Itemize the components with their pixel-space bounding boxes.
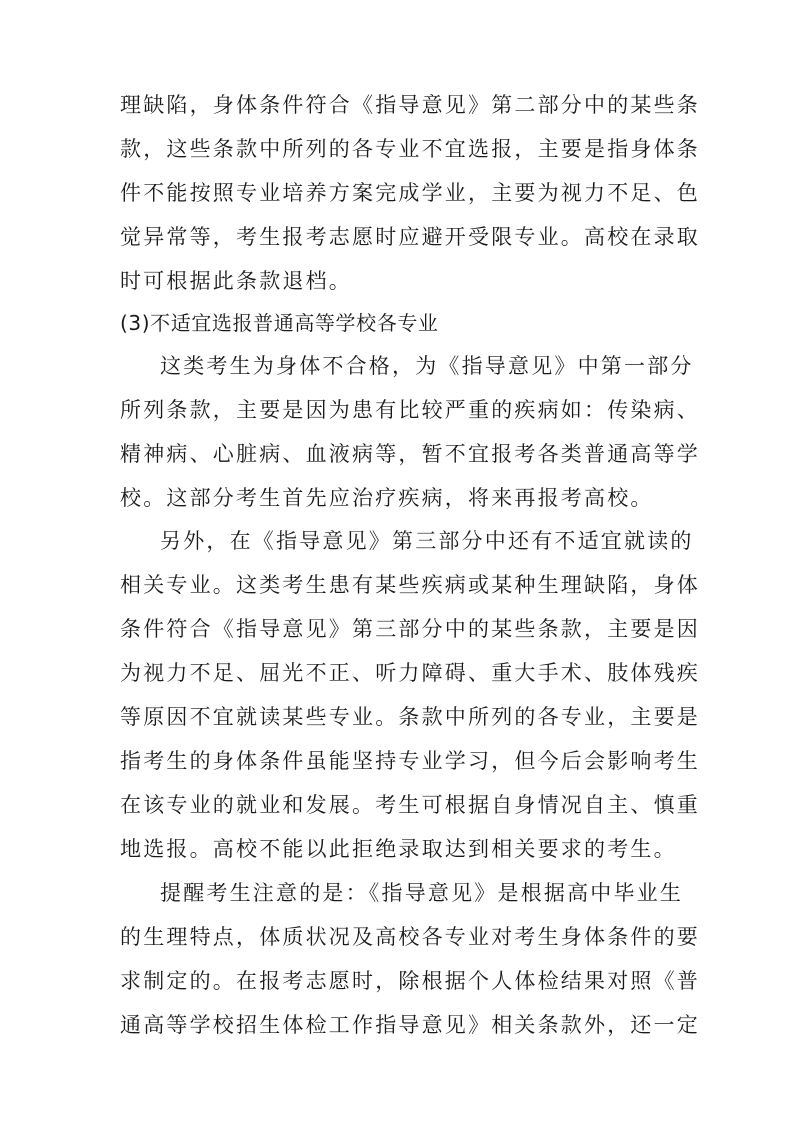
paragraph-line: 所列条款，主要是因为患有比较严重的疾病如：传染病、 (120, 398, 700, 422)
paragraph-line: 时可根据此条款退档。 (120, 269, 352, 293)
paragraph-line: 为视力不足、屈光不正、听力障碍、重大手术、肢体残疾 (120, 661, 700, 685)
paragraph-line: 觉异常等，考生报考志愿时应避开受限专业。高校在录取 (120, 225, 700, 249)
paragraph-line: 条件符合《指导意见》第三部分中的某些条款，主要是因 (120, 617, 700, 641)
paragraph-line: 求制定的。在报考志愿时，除根据个人体检结果对照《普 (120, 969, 700, 993)
section-heading: (3)不适宜选报普通高等学校各专业 (120, 311, 439, 335)
paragraph-line: 校。这部分考生首先应治疗疾病，将来再报考高校。 (120, 486, 654, 510)
paragraph-line: 理缺陷，身体条件符合《指导意见》第二部分中的某些条 (120, 93, 700, 117)
paragraph-line: 相关专业。这类考生患有某些疾病或某种生理缺陷，身体 (120, 573, 700, 597)
paragraph-line: 的生理特点，体质状况及高校各专业对考生身体条件的要 (120, 925, 700, 949)
paragraph-line: 款，这些条款中所列的各专业不宜选报，主要是指身体条 (120, 137, 700, 161)
paragraph-line: 这类考生为身体不合格，为《指导意见》中第一部分 (160, 354, 694, 378)
paragraph-line: 通高等学校招生体检工作指导意见》相关条款外，还一定 (120, 1013, 700, 1037)
paragraph-line: 另外，在《指导意见》第三部分中还有不适宜就读的 (160, 529, 694, 553)
paragraph-line: 地选报。高校不能以此拒绝录取达到相关要求的考生。 (120, 837, 677, 861)
paragraph-line: 在该专业的就业和发展。考生可根据自身情况自主、慎重 (120, 793, 700, 817)
paragraph-line: 等原因不宜就读某些专业。条款中所列的各专业，主要是 (120, 705, 700, 729)
paragraph-line: 提醒考生注意的是：《指导意见》是根据高中毕业生 (160, 881, 684, 905)
paragraph-line: 件不能按照专业培养方案完成学业，主要为视力不足、色 (120, 181, 700, 205)
paragraph-line: 指考生的身体条件虽能坚持专业学习，但今后会影响考生 (120, 749, 700, 773)
paragraph-line: 精神病、心脏病、血液病等，暂不宜报考各类普通高等学 (120, 442, 700, 466)
